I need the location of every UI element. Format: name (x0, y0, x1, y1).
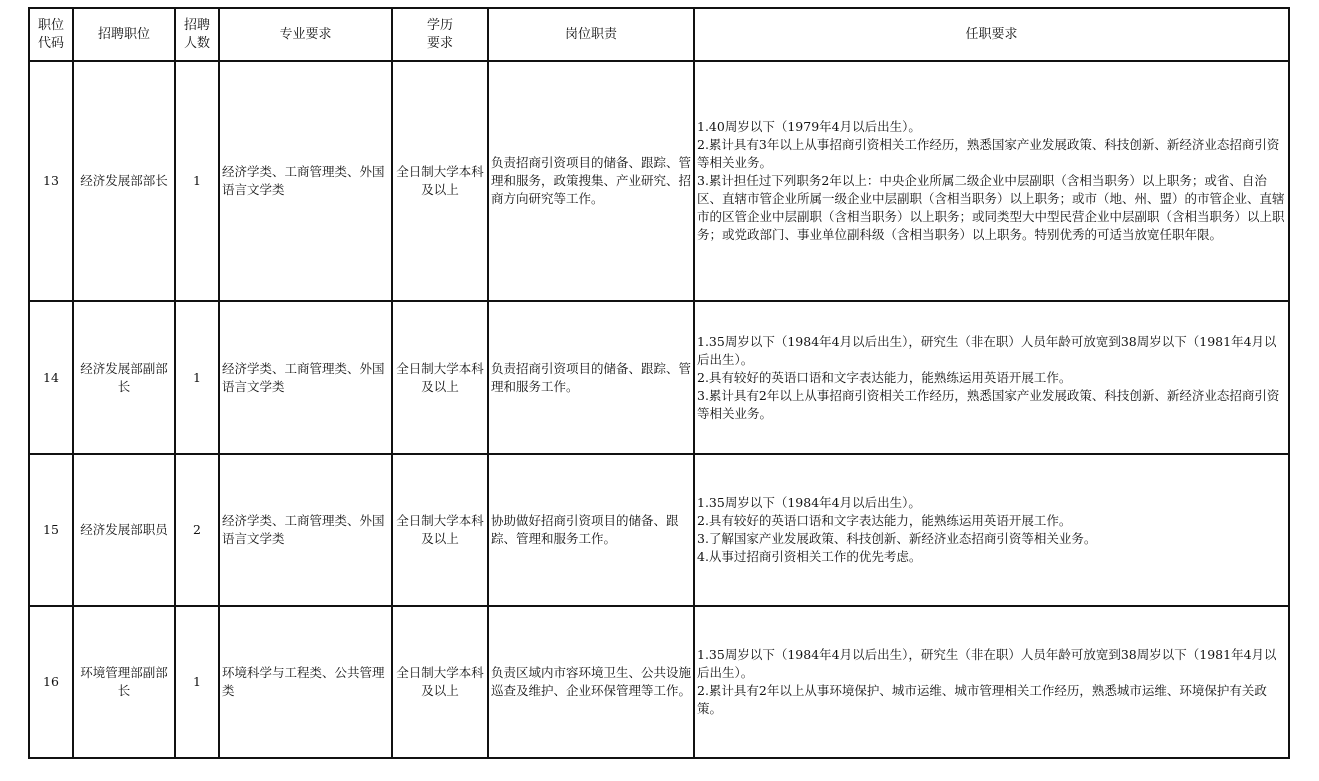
requirement-item: 1.35周岁以下（1984年4月以后出生），研究生（非在职）人员年龄可放宽到38周岁以下（1981年4月以后出生）。 (697, 647, 1277, 680)
header-count-line2: 人数 (183, 35, 210, 51)
requirement-item: 3.累计具有2年以上从事招商引资相关工作经历，熟悉国家产业发展政策、科技创新、新经济业态招商引资等相关业务。 (697, 387, 1280, 421)
cell-count: 2 (175, 454, 219, 606)
requirement-item: 1.35周岁以下（1984年4月以后出生），研究生（非在职）人员年龄可放宽到38周岁以下（1981年4月以后出生）。 (697, 333, 1277, 367)
header-education-line2: 要求 (426, 35, 453, 51)
cell-code: 15 (29, 454, 73, 606)
cell-education: 全日制大学本科及以上 (392, 301, 488, 454)
table-row (29, 454, 1289, 606)
header-count (175, 8, 219, 61)
cell-duties: 负责区域内市容环境卫生、公共设施巡查及维护、企业环保管理等工作。 (488, 606, 694, 758)
cell-requirements (694, 606, 1289, 758)
cell-code: 14 (29, 301, 73, 454)
cell-count: 1 (175, 606, 219, 758)
requirement-item: 2.累计具有3年以上从事招商引资相关工作经历，熟悉国家产业发展政策、科技创新、新经济业态招商引资等相关业务。 (697, 137, 1280, 170)
cell-requirements (694, 454, 1289, 606)
cell-education: 全日制大学本科及以上 (392, 61, 488, 301)
cell-position: 经济发展部职员 (73, 454, 175, 606)
cell-position: 环境管理部副部长 (73, 606, 175, 758)
requirement-item: 1.40周岁以下（1979年4月以后出生）。 (697, 119, 921, 134)
header-row (29, 8, 1289, 61)
cell-count: 1 (175, 61, 219, 301)
header-code-line2: 代码 (37, 35, 64, 51)
table-row (29, 301, 1289, 454)
header-education-line1: 学历 (426, 17, 453, 33)
requirement-item: 2.具有较好的英语口语和文字表达能力，能熟练运用英语开展工作。 (697, 513, 1072, 528)
requirement-item: 2.具有较好的英语口语和文字表达能力，能熟练运用英语开展工作。 (697, 369, 1072, 385)
cell-duties: 负责招商引资项目的储备、跟踪、管理和服务工作。 (488, 301, 694, 454)
header-code (29, 8, 73, 61)
requirement-item: 4.从事过招商引资相关工作的优先考虑。 (697, 549, 922, 564)
header-count-line1: 招聘 (183, 17, 210, 33)
cell-count: 1 (175, 301, 219, 454)
header-position: 招聘职位 (73, 8, 175, 61)
cell-major: 经济学类、工商管理类、外国语言文学类 (219, 61, 392, 301)
requirement-item: 3.了解国家产业发展政策、科技创新、新经济业态招商引资等相关业务。 (697, 531, 1097, 546)
table-row (29, 61, 1289, 301)
cell-education: 全日制大学本科及以上 (392, 454, 488, 606)
cell-duties: 负责招商引资项目的储备、跟踪、管理和服务，政策搜集、产业研究、招商方向研究等工作。 (488, 61, 694, 301)
header-major: 专业要求 (219, 8, 392, 61)
table-row (29, 606, 1289, 758)
cell-position: 经济发展部副部长 (73, 301, 175, 454)
requirement-item: 2.累计具有2年以上从事环境保护、城市运维、城市管理相关工作经历，熟悉城市运维、环境保护有关政策。 (697, 683, 1267, 716)
requirement-item: 1.35周岁以下（1984年4月以后出生）。 (697, 495, 921, 510)
header-code-line1: 职位 (37, 17, 64, 33)
header-education (392, 8, 488, 61)
requirement-item: 3.累计担任过下列职务2年以上：中央企业所属二级企业中层副职（含相当职务）以上职务；或省、自治区、直辖市管企业所属一级企业中层副职（含相当职务）以上职务；或市（地、州、盟）的市管企业、直辖市的区管企业中层副职（含相当职务）以上职务；或同类型大中型民营企业中层副职（含相当职务）以上职务；或党政部门、事业单位副科级（含相当职务）以上职务。特别优秀的可适当放宽任职年限。 (697, 173, 1285, 242)
recruitment-table (28, 7, 1290, 759)
cell-major: 环境科学与工程类、公共管理类 (219, 606, 392, 758)
cell-requirements (694, 301, 1289, 454)
cell-duties: 协助做好招商引资项目的储备、跟踪、管理和服务工作。 (488, 454, 694, 606)
cell-requirements (694, 61, 1289, 301)
cell-code: 16 (29, 606, 73, 758)
header-duties: 岗位职责 (488, 8, 694, 61)
cell-education: 全日制大学本科及以上 (392, 606, 488, 758)
cell-major: 经济学类、工商管理类、外国语言文学类 (219, 454, 392, 606)
header-requirements: 任职要求 (694, 8, 1289, 61)
cell-major: 经济学类、工商管理类、外国语言文学类 (219, 301, 392, 454)
cell-position: 经济发展部部长 (73, 61, 175, 301)
cell-code: 13 (29, 61, 73, 301)
